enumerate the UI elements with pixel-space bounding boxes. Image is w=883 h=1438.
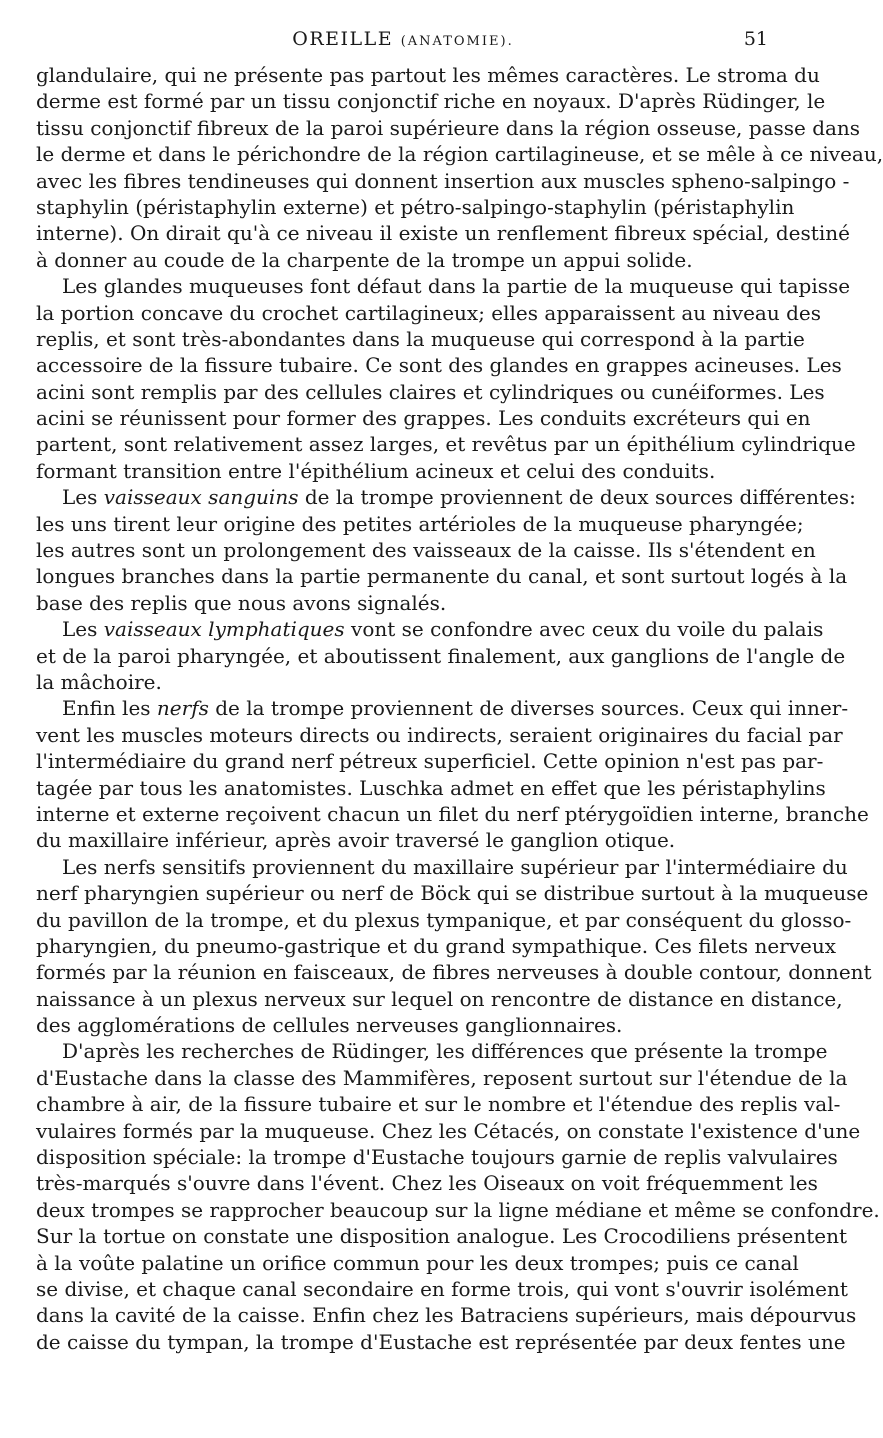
text-line: replis, et sont très-abondantes dans la muqueuse qui correspond à la partie	[36, 326, 805, 351]
text-line: acini sont remplis par des cellules claires et cylindriques ou cunéiformes. Les	[36, 379, 825, 404]
italic-term: nerfs	[156, 696, 209, 721]
text-line: dans la cavité de la caisse. Enfin chez les Batraciens supérieurs, mais dépourvus	[36, 1303, 857, 1328]
text-line: des agglomérations de cellules nerveuses ganglionnaires.	[36, 1013, 623, 1038]
text-line: de caisse du tympan, la trompe d'Eustache est représentée par deux fentes une	[36, 1329, 846, 1354]
text-line: Les glandes muqueuses font défaut dans la partie de la muqueuse qui tapisse	[62, 274, 851, 299]
text-line: très-marqués s'ouvre dans l'évent. Chez les Oiseaux on voit fréquemment les	[36, 1171, 818, 1196]
text-line: se divise, et chaque canal secondaire en forme trois, qui vont s'ouvrir isolément	[36, 1276, 848, 1301]
text-line: base des replis que nous avons signalés.	[36, 590, 447, 615]
text-line: du maxillaire inférieur, après avoir traversé le ganglion otique.	[36, 828, 676, 853]
text-line: longues branches dans la partie permanente du canal, et sont surtout logés à la	[36, 564, 848, 589]
text-line: Les nerfs sensitifs proviennent du maxillaire supérieur par l'intermédiaire du	[62, 854, 848, 879]
page-number: 51	[743, 28, 768, 50]
text-line: du pavillon de la trompe, et du plexus tympanique, et par conséquent du glosso-	[36, 907, 852, 932]
header-subtitle: (ANATOMIE).	[400, 34, 514, 49]
header-title: OREILLE	[292, 28, 394, 50]
text-line: staphylin (péristaphylin externe) et pétro-salpingo-staphylin (péristaphylin	[36, 194, 795, 219]
text-line: formant transition entre l'épithélium acineux et celui des conduits.	[36, 458, 716, 483]
text-line: interne). On dirait qu'à ce niveau il existe un renflement fibreux spécial, destiné	[36, 221, 850, 246]
text-line: glandulaire, qui ne présente pas partout les mêmes caractères. Le stroma du	[36, 63, 820, 87]
text-line: interne et externe reçoivent chacun un filet du nerf ptérygoïdien interne, branche	[36, 801, 869, 826]
text-line: Les vaisseaux lymphatiques vont se confondre avec ceux du voile du palais	[62, 617, 824, 642]
text-line: les autres sont un prolongement des vaisseaux de la caisse. Ils s'étendent en	[36, 538, 816, 563]
text-line: D'après les recherches de Rüdinger, les différences que présente la trompe	[62, 1039, 828, 1064]
text-line: vulaires formés par la muqueuse. Chez les Cétacés, on constate l'existence d'une	[36, 1118, 861, 1143]
text-line: tissu conjonctif fibreux de la paroi supérieure dans la région osseuse, passe dans	[36, 115, 861, 140]
text-line: la portion concave du crochet cartilagineux; elles apparaissent au niveau des	[36, 300, 821, 325]
text-line: Les vaisseaux sanguins de la trompe proviennent de deux sources différentes:	[62, 485, 856, 510]
text-line: et de la paroi pharyngée, et aboutissent finalement, aux ganglions de l'angle de	[36, 643, 846, 668]
text-line: avec les fibres tendineuses qui donnent insertion aux muscles spheno-salpingo -	[36, 168, 850, 193]
text-line: vent les muscles moteurs directs ou indirects, seraient originaires du facial par	[36, 722, 843, 747]
text-line: deux trompes se rapprocher beaucoup sur la ligne médiane et même se confondre.	[36, 1197, 880, 1222]
text-line: disposition spéciale: la trompe d'Eustache toujours garnie de replis valvulaires	[36, 1145, 838, 1170]
italic-term: vaisseaux sanguins	[103, 485, 299, 510]
text-line: derme est formé par un tissu conjonctif riche en noyaux. D'après Rüdinger, le	[36, 89, 826, 114]
text-line: pharyngien, du pneumo-gastrique et du grand sympathique. Ces filets nerveux	[36, 933, 837, 958]
italic-term: vaisseaux lymphatiques	[103, 617, 345, 642]
text-line: les uns tirent leur origine des petites artérioles de la muqueuse pharyngée;	[36, 511, 804, 536]
text-line: le derme et dans le périchondre de la région cartilagineuse, et se mêle à ce niveau,	[36, 142, 883, 167]
text-line: l'intermédiaire du grand nerf pétreux superficiel. Cette opinion n'est pas par-	[36, 749, 824, 774]
text-line: formés par la réunion en faisceaux, de fibres nerveuses à double contour, donnent	[36, 960, 872, 985]
text-line: accessoire de la fissure tubaire. Ce sont des glandes en grappes acineuses. Les	[36, 353, 842, 378]
text-line: nerf pharyngien supérieur ou nerf de Böck qui se distribue surtout à la muqueuse	[36, 881, 869, 906]
text-line: à la voûte palatine un orifice commun pour les deux trompes; puis ce canal	[36, 1250, 799, 1275]
running-header	[38, 28, 768, 58]
text-line: Sur la tortue on constate une disposition analogue. Les Crocodiliens présentent	[36, 1224, 848, 1249]
running-title	[38, 28, 768, 50]
text-line: acini se réunissent pour former des grappes. Les conduits excréteurs qui en	[36, 406, 811, 431]
body-text	[36, 62, 883, 1355]
text-line: chambre à air, de la fissure tubaire et sur le nombre et l'étendue des replis val-	[36, 1092, 841, 1117]
text-line: la mâchoire.	[36, 669, 162, 694]
text-line: tagée par tous les anatomistes. Luschka admet en effet que les péristaphylins	[36, 775, 826, 800]
text-line: d'Eustache dans la classe des Mammifères, reposent surtout sur l'étendue de la	[36, 1065, 848, 1090]
text-line: Enfin les nerfs de la trompe proviennent de diverses sources. Ceux qui inner-	[62, 696, 849, 721]
text-line: à donner au coude de la charpente de la trompe un appui solide.	[36, 247, 693, 272]
text-line: naissance à un plexus nerveux sur lequel on rencontre de distance en distance,	[36, 986, 843, 1011]
text-line: partent, sont relativement assez larges, et revêtus par un épithélium cylindrique	[36, 432, 856, 457]
